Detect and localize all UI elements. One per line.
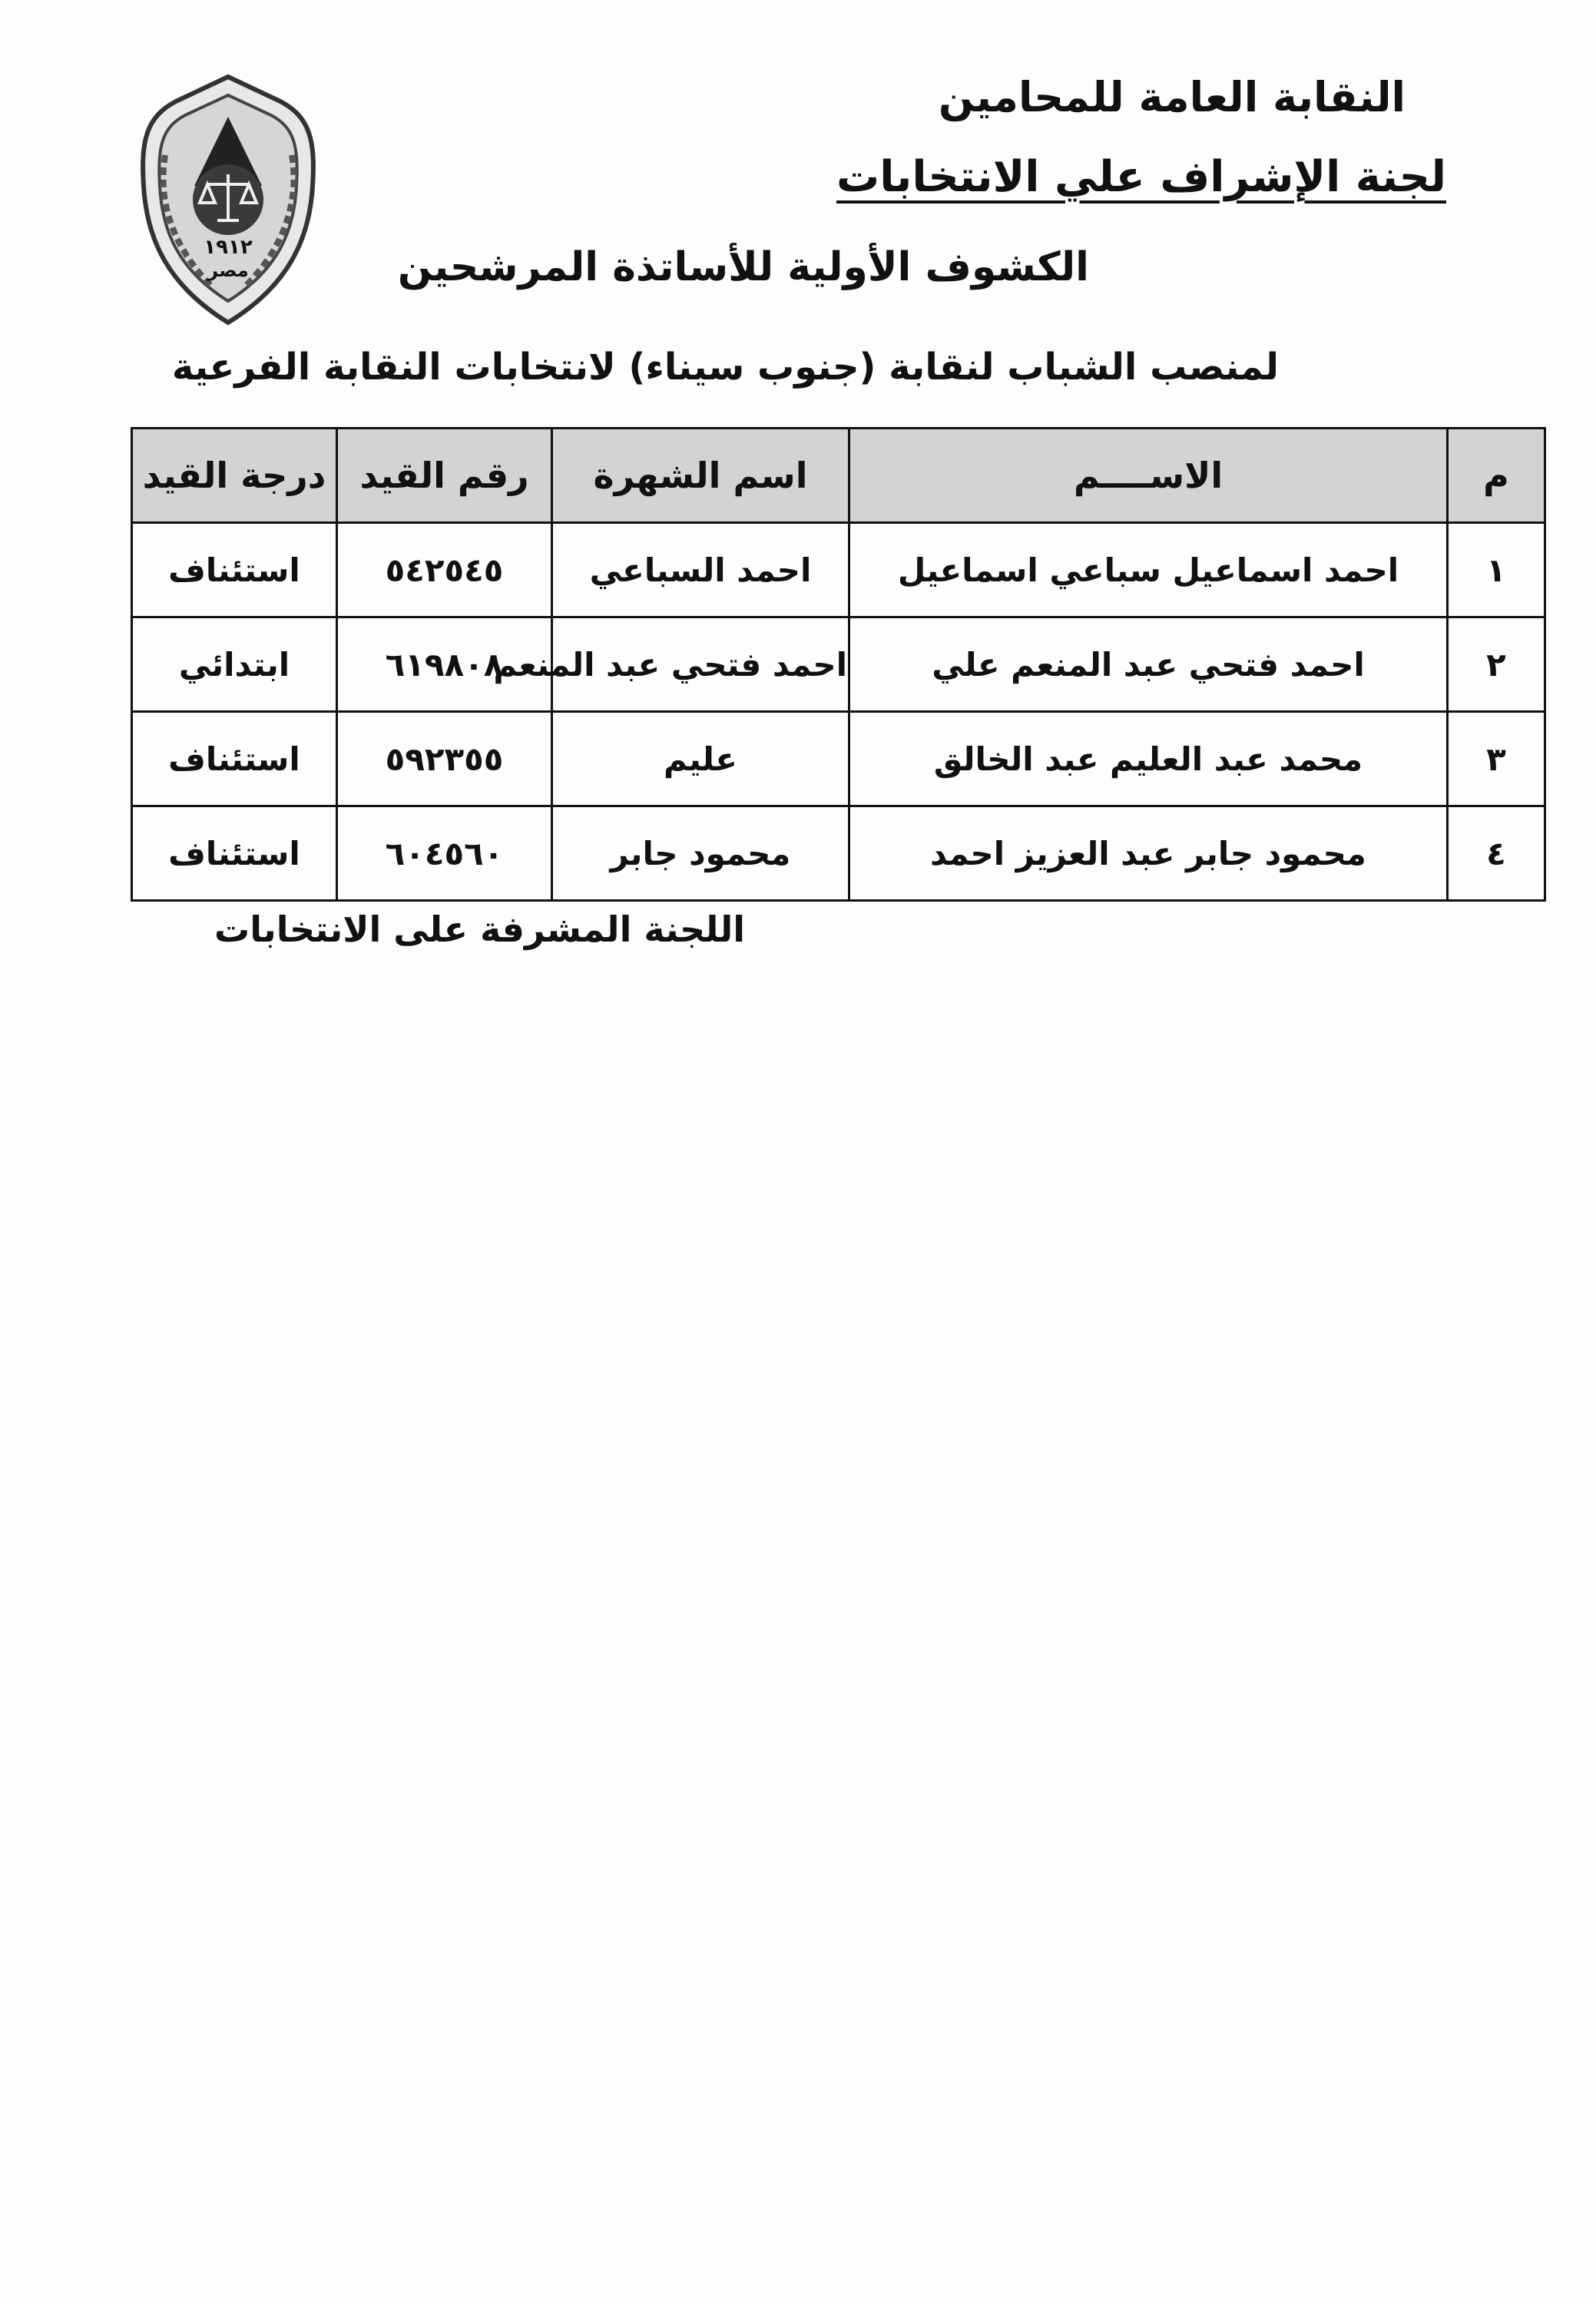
committee-title: لجنة الإشراف علي الانتخابات xyxy=(836,152,1446,202)
column-header-known-name: اسم الشهرة xyxy=(552,429,849,523)
cell-known-name: عليم xyxy=(552,712,849,806)
column-header-number: م xyxy=(1448,429,1545,523)
emblem-year: ١٩١٢ xyxy=(204,236,253,259)
cell-known-name: احمد فتحي عبد المنعم xyxy=(552,617,849,712)
candidates-table-wrapper xyxy=(131,427,1536,902)
bar-association-emblem xyxy=(134,71,323,328)
cell-name: احمد اسماعيل سباعي اسماعيل xyxy=(849,523,1448,617)
cell-known-name: احمد السباعي xyxy=(552,523,849,617)
cell-number: ٣ xyxy=(1448,712,1545,806)
table-row xyxy=(132,617,1545,712)
cell-name: محمد عبد العليم عبد الخالق xyxy=(849,712,1448,806)
table-row xyxy=(132,712,1545,806)
list-subtitle: لمنصب الشباب لنقابة (جنوب سيناء) لانتخابات النقابة الفرعية xyxy=(171,346,1279,389)
committee-signature: اللجنة المشرفة على الانتخابات xyxy=(214,909,745,950)
cell-name: محمود جابر عبد العزيز احمد xyxy=(849,806,1448,901)
table-row xyxy=(132,806,1545,901)
cell-number: ٤ xyxy=(1448,806,1545,901)
organization-title: النقابة العامة للمحامين xyxy=(938,73,1406,121)
cell-name: احمد فتحي عبد المنعم علي xyxy=(849,617,1448,712)
cell-number: ١ xyxy=(1448,523,1545,617)
column-header-registration-number: رقم القيد xyxy=(337,429,552,523)
cell-registration-number: ٦٠٤٥٦٠ xyxy=(337,806,552,901)
column-header-registration-grade: درجة القيد xyxy=(132,429,337,523)
cell-registration-number: ٥٩٢٣٥٥ xyxy=(337,712,552,806)
table-header-row xyxy=(132,429,1545,523)
cell-registration-number: ٦١٩٨٠٨ xyxy=(337,617,552,712)
cell-registration-number: ٥٤٢٥٤٥ xyxy=(337,523,552,617)
cell-registration-grade: استئناف xyxy=(132,523,337,617)
column-header-name: الاســــم xyxy=(849,429,1448,523)
emblem-country: مصر xyxy=(207,260,249,281)
cell-number: ٢ xyxy=(1448,617,1545,712)
list-title: الكشوف الأولية للأساتذة المرشحين xyxy=(397,244,1089,290)
cell-registration-grade: استئناف xyxy=(132,806,337,901)
table-row xyxy=(132,523,1545,617)
cell-registration-grade: استئناف xyxy=(132,712,337,806)
candidates-table xyxy=(131,427,1546,902)
cell-known-name: محمود جابر xyxy=(552,806,849,901)
cell-registration-grade: ابتدائي xyxy=(132,617,337,712)
